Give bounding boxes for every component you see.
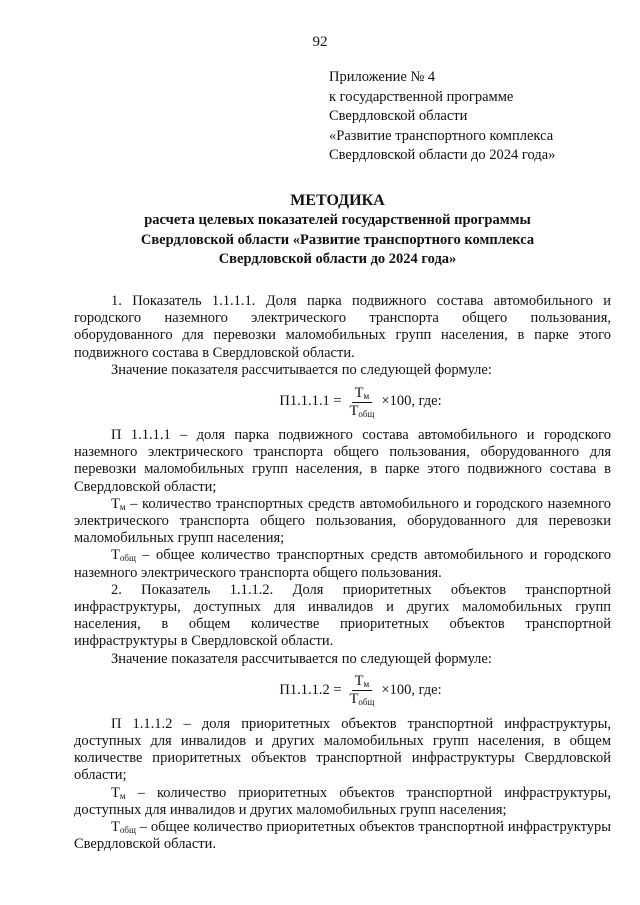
section-1-formula-intro: Значение показателя рассчитывается по следующей формуле: bbox=[111, 361, 492, 378]
formula-1-fraction bbox=[347, 386, 378, 419]
formula-1-lhs: П1.1.1.1 = bbox=[279, 393, 342, 410]
formula-2-denominator: $Т_{общ}$ bbox=[349, 691, 375, 708]
appendix-header bbox=[329, 68, 629, 166]
formula-1-rhs: ×100, где: bbox=[381, 393, 442, 410]
appendix-line: к государственной программе bbox=[329, 88, 514, 105]
section-2-formula-intro: Значение показателя рассчитывается по следующей формуле: bbox=[111, 650, 492, 667]
appendix-line: Свердловской области до 2024 года» bbox=[329, 147, 556, 164]
document-body bbox=[74, 293, 611, 853]
title-main: МЕТОДИКА bbox=[290, 192, 385, 209]
title-subtitle bbox=[60, 211, 615, 270]
document-title bbox=[60, 190, 615, 270]
appendix-line: «Развитие транспортного комплекса bbox=[329, 127, 554, 144]
formula-2-rhs: ×100, где: bbox=[381, 682, 442, 699]
section-2-definition-tobshch: $Т_{общ}$ – общее количество приоритетных объектов транспортной инфраструктуры Свердловской области. bbox=[74, 819, 611, 853]
section-2-definition-p: П 1.1.1.2 – доля приоритетных объектов транспортной инфраструктуры, доступных для инвалидов и других маломобильных групп населения, в общем количестве приоритетных объектов транспортной инфраструктуры Свердловской области; bbox=[74, 715, 611, 784]
page-number: 92 bbox=[312, 34, 328, 50]
appendix-line: Приложение № 4 bbox=[329, 69, 436, 85]
formula-1-denominator: $Т_{общ}$ bbox=[349, 402, 375, 419]
title-sub-line: Свердловской области до 2024 года» bbox=[218, 251, 457, 268]
title-sub-line: Свердловской области «Развитие транспортного комплекса bbox=[140, 231, 535, 248]
section-1-definition-tm: $Т_м$ – количество транспортных средств автомобильного и городского наземного электрического транспорта общего пользования, оборудованного для перевозки маломобильных групп населения; bbox=[74, 495, 611, 547]
section-1-intro: 1. Показатель 1.1.1.1. Доля парка подвижного состава автомобильного и городского наземного электрического транспорта общего пользования, оборудованного для перевозки маломобильных групп населения, в парке этого подвижного состава в Свердловской области. bbox=[74, 293, 611, 361]
formula-2 bbox=[110, 672, 611, 710]
appendix-line: Свердловской области bbox=[329, 108, 468, 125]
formula-1 bbox=[110, 383, 611, 421]
formula-2-fraction bbox=[347, 674, 378, 707]
formula-2-numerator: $Т_м$ bbox=[352, 674, 373, 691]
section-2-definition-tm: $Т_м$ – количество приоритетных объектов транспортной инфраструктуры, доступных для инвалидов и других маломобильных групп населения; bbox=[74, 784, 611, 818]
section-1-definition-tobshch: $Т_{общ}$ – общее количество транспортных средств автомобильного и городского наземного электрического транспорта общего пользования. bbox=[74, 547, 611, 581]
formula-2-lhs: П1.1.1.2 = bbox=[279, 682, 342, 699]
section-1-definition-p: П 1.1.1.1 – доля парка подвижного состава автомобильного и городского наземного электрического транспорта общего пользования, оборудованного для перевозки маломобильных групп населения, в парке этого подвижного состава в Свердловской области; bbox=[74, 427, 611, 495]
title-sub-line: расчета целевых показателей государственной программы bbox=[144, 212, 531, 228]
section-2-intro: 2. Показатель 1.1.1.2. Доля приоритетных объектов транспортной инфраструктуры, доступных для инвалидов и других маломобильных групп населения, в общем количестве приоритетных объектов транспортной инфраструктуры в Свердловской области. bbox=[74, 581, 611, 650]
formula-1-numerator: $Т_м$ bbox=[352, 386, 373, 403]
